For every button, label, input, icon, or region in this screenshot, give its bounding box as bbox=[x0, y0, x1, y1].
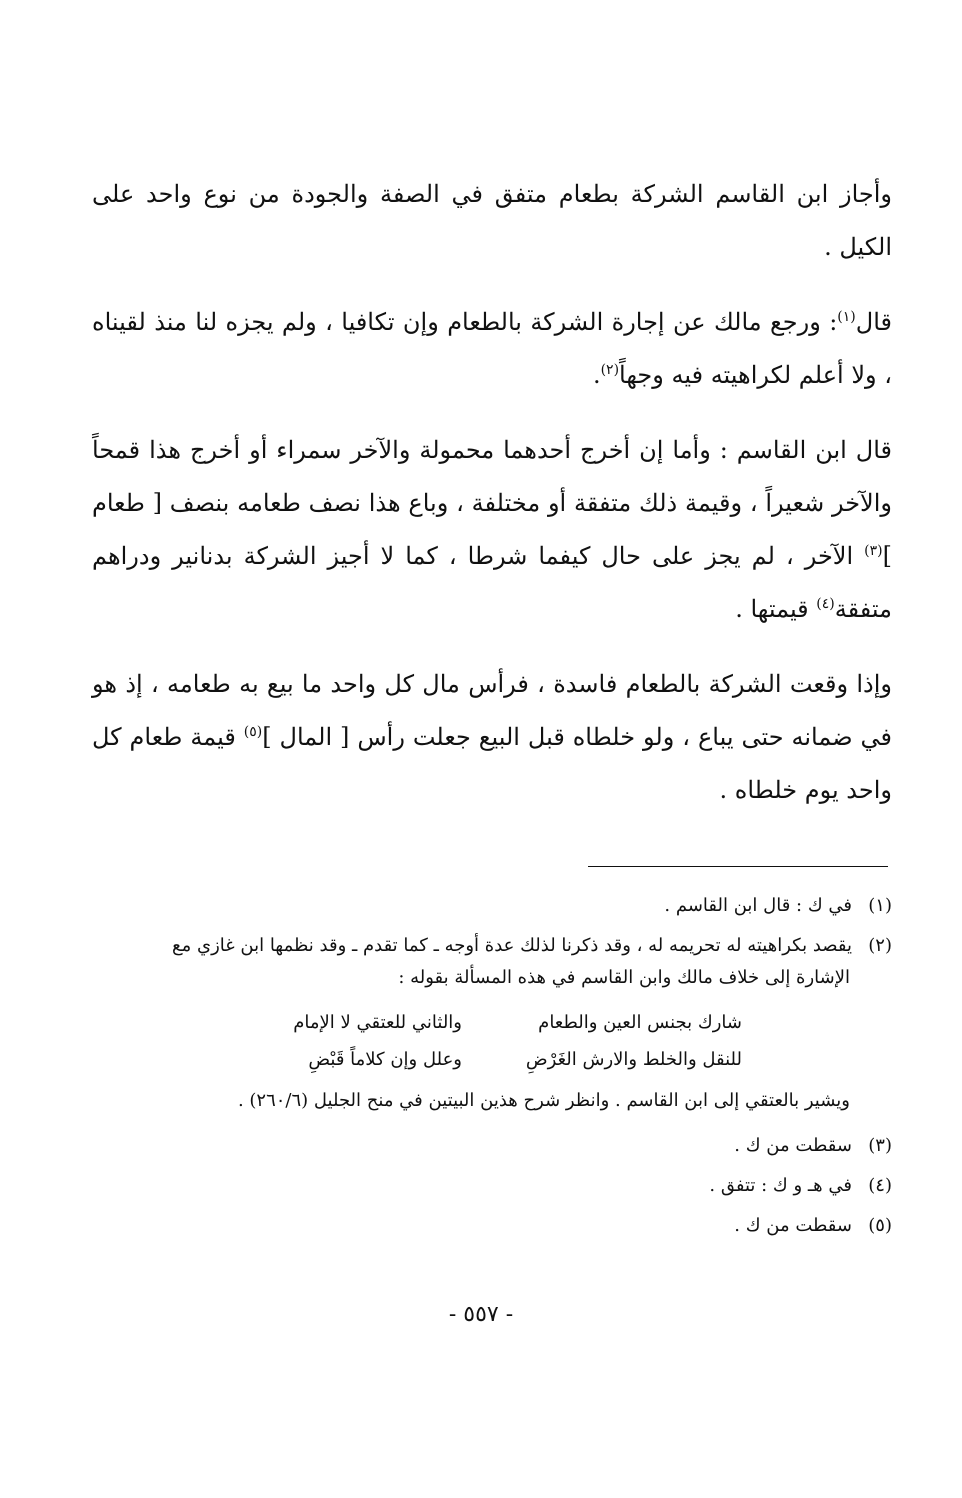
verse-line bbox=[92, 1004, 742, 1041]
paragraph bbox=[92, 296, 892, 402]
paragraph-text: . bbox=[592, 361, 601, 389]
main-text bbox=[92, 168, 892, 839]
paragraph-text: وأجاز ابن القاسم الشركة بطعام متفق في الصفة والجودة من نوع واحد على الكيل . bbox=[92, 180, 892, 261]
paragraph-text: وإذا وقعت الشركة بالطعام فاسدة ، فرأس مال كل واحد ما بيع به طعامه ، إذ هو في ضمانه حتى يباع ، ولو خلطاه قبل البيع جعلت رأس [ المال ] bbox=[92, 670, 892, 751]
footnote-number: (٣) bbox=[868, 1135, 892, 1156]
footnote-text: في ك : قال ابن القاسم . bbox=[664, 895, 852, 916]
page-number: - ٥٥٧ - bbox=[448, 1302, 514, 1327]
footnote-4 bbox=[92, 1170, 892, 1202]
footnote-1 bbox=[92, 890, 892, 922]
footnote-3 bbox=[92, 1130, 892, 1162]
paragraph-text: : ورجع مالك عن إجارة الشركة بالطعام وإن تكافيا ، ولم يجزه لنا منذ لقيناه ، ولا أعلم لكراهيته فيه وجهاً bbox=[92, 308, 892, 389]
paragraph-text: قال ابن القاسم : وأما إن أخرج أحدهما محمولة والآخر سمراء أو أخرج هذا قمحاً والآخر شعيراً ، وقيمة ذلك متفقة أو مختلفة ، وباع هذا نصف طعامه بنصف [ طعام ] bbox=[92, 436, 892, 570]
verse-first-hemistich: شارك بجنس العين والطعام bbox=[538, 1012, 742, 1033]
paragraph-text: الآخر ، لم يجز على حال كيفما شرطا ، كما لا أجيز الشركة بدنانير ودراهم متفقة bbox=[92, 542, 892, 623]
verse-second-hemistich: والثاني للعتقي لا الإمام bbox=[293, 1012, 462, 1033]
footnote-number: (٤) bbox=[868, 1175, 892, 1196]
footnote-5 bbox=[92, 1210, 892, 1242]
footnote-text: سقطت من ك . bbox=[734, 1135, 852, 1156]
footnote-ref: (٣) bbox=[864, 543, 883, 559]
footnotes bbox=[92, 890, 892, 1250]
footnote-ref: (٤) bbox=[816, 596, 835, 612]
paragraph-text: قيمة طعام كل واحد يوم خلطاه . bbox=[92, 723, 892, 804]
paragraph-text: قيمتها . bbox=[735, 595, 817, 623]
verse-second-hemistich: وعلل وإن كلاماً قَبْضِ bbox=[308, 1049, 462, 1070]
paragraph bbox=[92, 424, 892, 636]
footnote-text: في هـ و ك : تتفق . bbox=[709, 1175, 852, 1196]
footnote-text-continued: الإشارة إلى خلاف مالك وابن القاسم في هذه المسألة بقوله : bbox=[398, 967, 850, 988]
footnote-text: يقصد بكراهيته له تحريمه له ، وقد ذكرنا لذلك عدة أوجه ـ كما تقدم ـ وقد نظمها ابن غازي مع bbox=[172, 935, 852, 956]
footnote-number: (٢) bbox=[868, 935, 892, 956]
footnote-ref: (١) bbox=[837, 309, 856, 325]
footnote-number: (٥) bbox=[868, 1215, 892, 1236]
verse-first-hemistich: للنقل والخلط والارش الغَرْضِ bbox=[525, 1049, 742, 1070]
verse-line bbox=[92, 1041, 742, 1078]
footnote-ref: (٢) bbox=[600, 362, 620, 378]
footnote-ref: (٥) bbox=[243, 724, 263, 740]
footnote-2-followup: ويشير بالعتقي إلى ابن القاسم . وانظر شرح هذين البيتين في منح الجليل (٢٦٠/٦) . bbox=[237, 1090, 850, 1111]
poem-verses bbox=[92, 1004, 892, 1078]
footnote-number: (١) bbox=[868, 895, 892, 916]
footnote-separator bbox=[588, 866, 888, 867]
paragraph-text: قال bbox=[855, 308, 892, 336]
footnote-text: سقطت من ك . bbox=[734, 1215, 852, 1236]
paragraph bbox=[92, 168, 892, 274]
footnote-2 bbox=[92, 930, 892, 994]
paragraph bbox=[92, 658, 892, 817]
